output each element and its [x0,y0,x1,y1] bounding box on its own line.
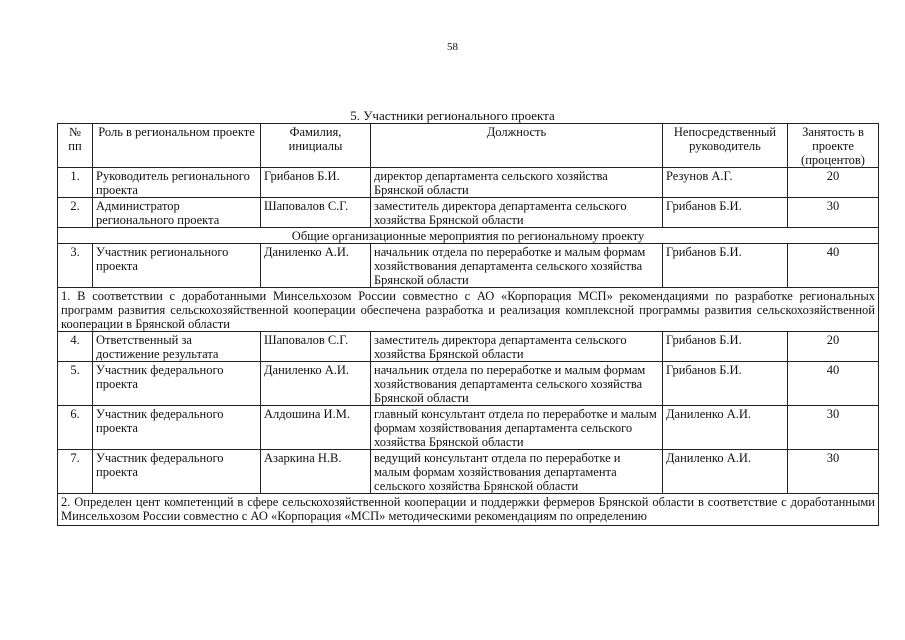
table-row [58,168,879,198]
table-row [58,332,879,362]
table-row [58,244,879,288]
cell-employment: 20 [788,168,879,198]
cell-manager: Даниленко А.И. [663,406,788,450]
cell-position: заместитель директора департамента сельского хозяйства Брянской области [371,198,663,228]
cell-num: 7. [58,450,93,494]
cell-name: Шаповалов С.Г. [261,198,371,228]
cell-num: 3. [58,244,93,288]
cell-name: Даниленко А.И. [261,244,371,288]
result-row [58,288,879,332]
table-row [58,450,879,494]
page-number: 58 [447,41,458,53]
cell-role: Администратор регионального проекта [93,198,261,228]
cell-name: Даниленко А.И. [261,362,371,406]
cell-name: Шаповалов С.Г. [261,332,371,362]
header-employment: Занятость в проекте (процентов) [788,124,879,168]
header-manager: Непосредственный руководитель [663,124,788,168]
cell-num: 4. [58,332,93,362]
cell-position: директор департамента сельского хозяйства Брянской области [371,168,663,198]
cell-position: ведущий консультант отдела по переработке и малым формам хозяйствования департамента сельского хозяйства Брянской области [371,450,663,494]
cell-employment: 40 [788,244,879,288]
section-title: 5. Участники регионального проекта [350,108,555,123]
cell-position: заместитель директора департамента сельского хозяйства Брянской области [371,332,663,362]
cell-employment: 30 [788,450,879,494]
cell-manager: Грибанов Б.И. [663,244,788,288]
participants-table [57,123,879,526]
cell-employment: 30 [788,198,879,228]
table-row [58,362,879,406]
header-position: Должность [371,124,663,168]
cell-manager: Грибанов Б.И. [663,332,788,362]
cell-name: Азаркина Н.В. [261,450,371,494]
cell-manager: Грибанов Б.И. [663,362,788,406]
cell-role: Участник федерального проекта [93,450,261,494]
cell-position: главный консультант отдела по переработке и малым формам хозяйствования департамента сельского хозяйства Брянской области [371,406,663,450]
cell-employment: 20 [788,332,879,362]
result-1-text: 1. В соответствии с доработанными Минсельхозом России совместно с АО «Корпорация МСП» рекомендациями по разработке региональных программ развития сельскохозяйственной кооперации обеспечена разработка и реализация комплексной программы развития сельскохозяйственной кооперации в Брянской области [58,288,879,332]
table-row [58,406,879,450]
cell-num: 5. [58,362,93,406]
cell-manager: Грибанов Б.И. [663,198,788,228]
cell-manager: Даниленко А.И. [663,450,788,494]
table-header-row [58,124,879,168]
general-section-heading: Общие организационные мероприятия по региональному проекту [58,228,879,244]
cell-name: Алдошина И.М. [261,406,371,450]
cell-manager: Резунов А.Г. [663,168,788,198]
result-row [58,494,879,526]
section-row [58,228,879,244]
cell-position: начальник отдела по переработке и малым формам хозяйствования департамента сельского хозяйства Брянской области [371,362,663,406]
cell-role: Ответственный за достижение результата [93,332,261,362]
cell-position: начальник отдела по переработке и малым формам хозяйствования департамента сельского хозяйства Брянской области [371,244,663,288]
header-name: Фамилия, инициалы [261,124,371,168]
cell-role: Участник федерального проекта [93,406,261,450]
header-role: Роль в региональном проекте [93,124,261,168]
cell-role: Руководитель регионального проекта [93,168,261,198]
cell-employment: 40 [788,362,879,406]
cell-role: Участник регионального проекта [93,244,261,288]
result-2-text: 2. Определен цент компетенций в сфере сельскохозяйственной кооперации и поддержки фермеров Брянской области в соответствие с доработанными Минсельхозом России совместно с АО «Корпорация «МСП» методическими рекомендациям по определению [58,494,879,526]
table-row [58,198,879,228]
cell-employment: 30 [788,406,879,450]
header-num: № пп [58,124,93,168]
cell-num: 1. [58,168,93,198]
cell-num: 6. [58,406,93,450]
cell-num: 2. [58,198,93,228]
cell-name: Грибанов Б.И. [261,168,371,198]
cell-role: Участник федерального проекта [93,362,261,406]
